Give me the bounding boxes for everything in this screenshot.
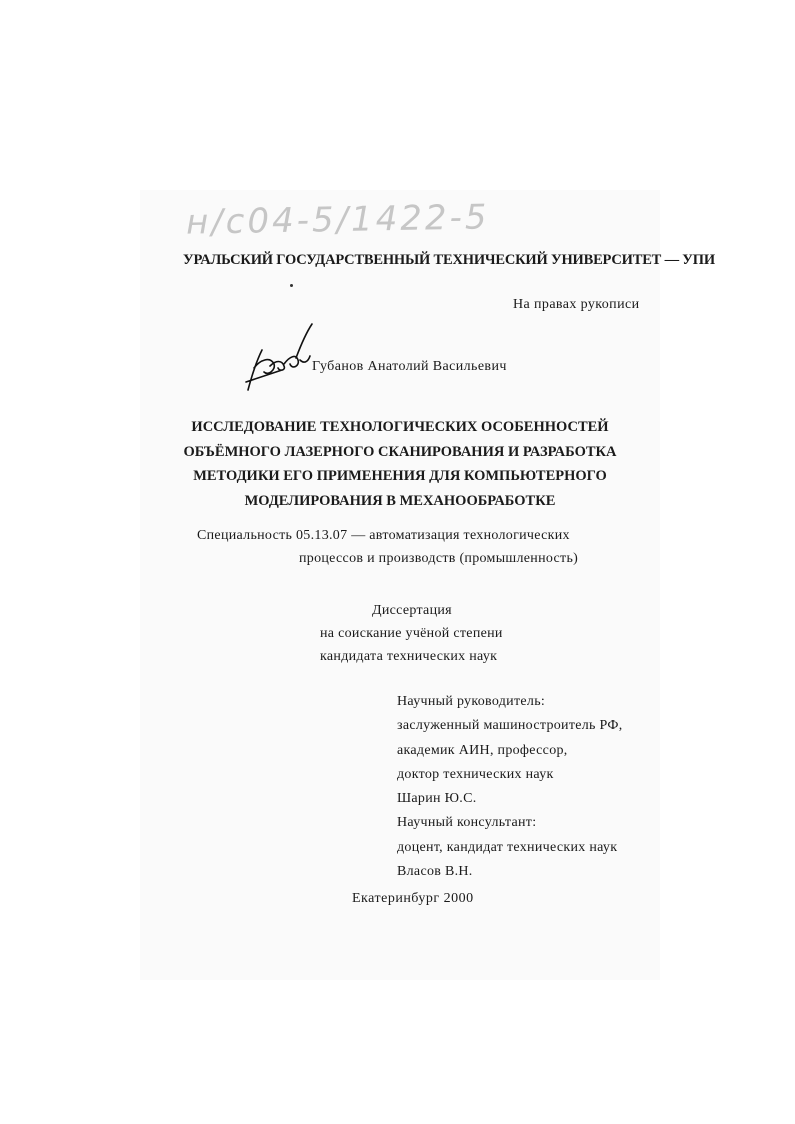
degree-line-1: на соискание учёной степени [320, 626, 503, 641]
advisor-line: Научный руководитель: [397, 694, 546, 709]
title-line: ОБЪЁМНОГО ЛАЗЕРНОГО СКАНИРОВАНИЯ И РАЗРАБОТКА [183, 443, 617, 460]
ink-dot [290, 284, 293, 287]
advisor-line: доктор технических наук [397, 766, 554, 782]
city-year: Екатеринбург 2000 [352, 891, 474, 906]
advisor-line: Власов В.Н. [397, 864, 473, 880]
advisor-line: доцент, кандидат технических наук [397, 839, 618, 855]
advisor-line: академик АИН, профессор, [397, 742, 568, 758]
archive-stamp: н/с04-5/1422-5 [185, 197, 490, 243]
advisor-line: Научный консультант: [397, 815, 537, 831]
advisor-line: Шарин Ю.С. [397, 791, 477, 807]
title-line: МОДЕЛИРОВАНИЯ В МЕХАНООБРАБОТКЕ [244, 492, 556, 509]
dissertation-title [170, 415, 630, 513]
dissertation-label: Диссертация [372, 603, 452, 618]
degree-line-2: кандидата технических наук [320, 649, 498, 664]
university-name: УРАЛЬСКИЙ ГОСУДАРСТВЕННЫЙ ТЕХНИЧЕСКИЙ УНИВЕРСИТЕТ — УПИ [183, 252, 715, 268]
advisors-block [397, 690, 623, 884]
title-line: ИССЛЕДОВАНИЕ ТЕХНОЛОГИЧЕСКИХ ОСОБЕННОСТЕЙ [191, 419, 609, 435]
advisor-line: заслуженный машиностроитель РФ, [397, 718, 623, 734]
rights-notice: На правах рукописи [513, 297, 640, 312]
signature-icon [240, 320, 318, 398]
specialty-line-1: Специальность 05.13.07 — автоматизация технологических [197, 528, 570, 543]
specialty-line-2: процессов и производств (промышленность) [299, 551, 579, 566]
title-line: МЕТОДИКИ ЕГО ПРИМЕНЕНИЯ ДЛЯ КОМПЬЮТЕРНОГО [193, 468, 607, 484]
author-name: Губанов Анатолий Васильевич [312, 359, 507, 374]
